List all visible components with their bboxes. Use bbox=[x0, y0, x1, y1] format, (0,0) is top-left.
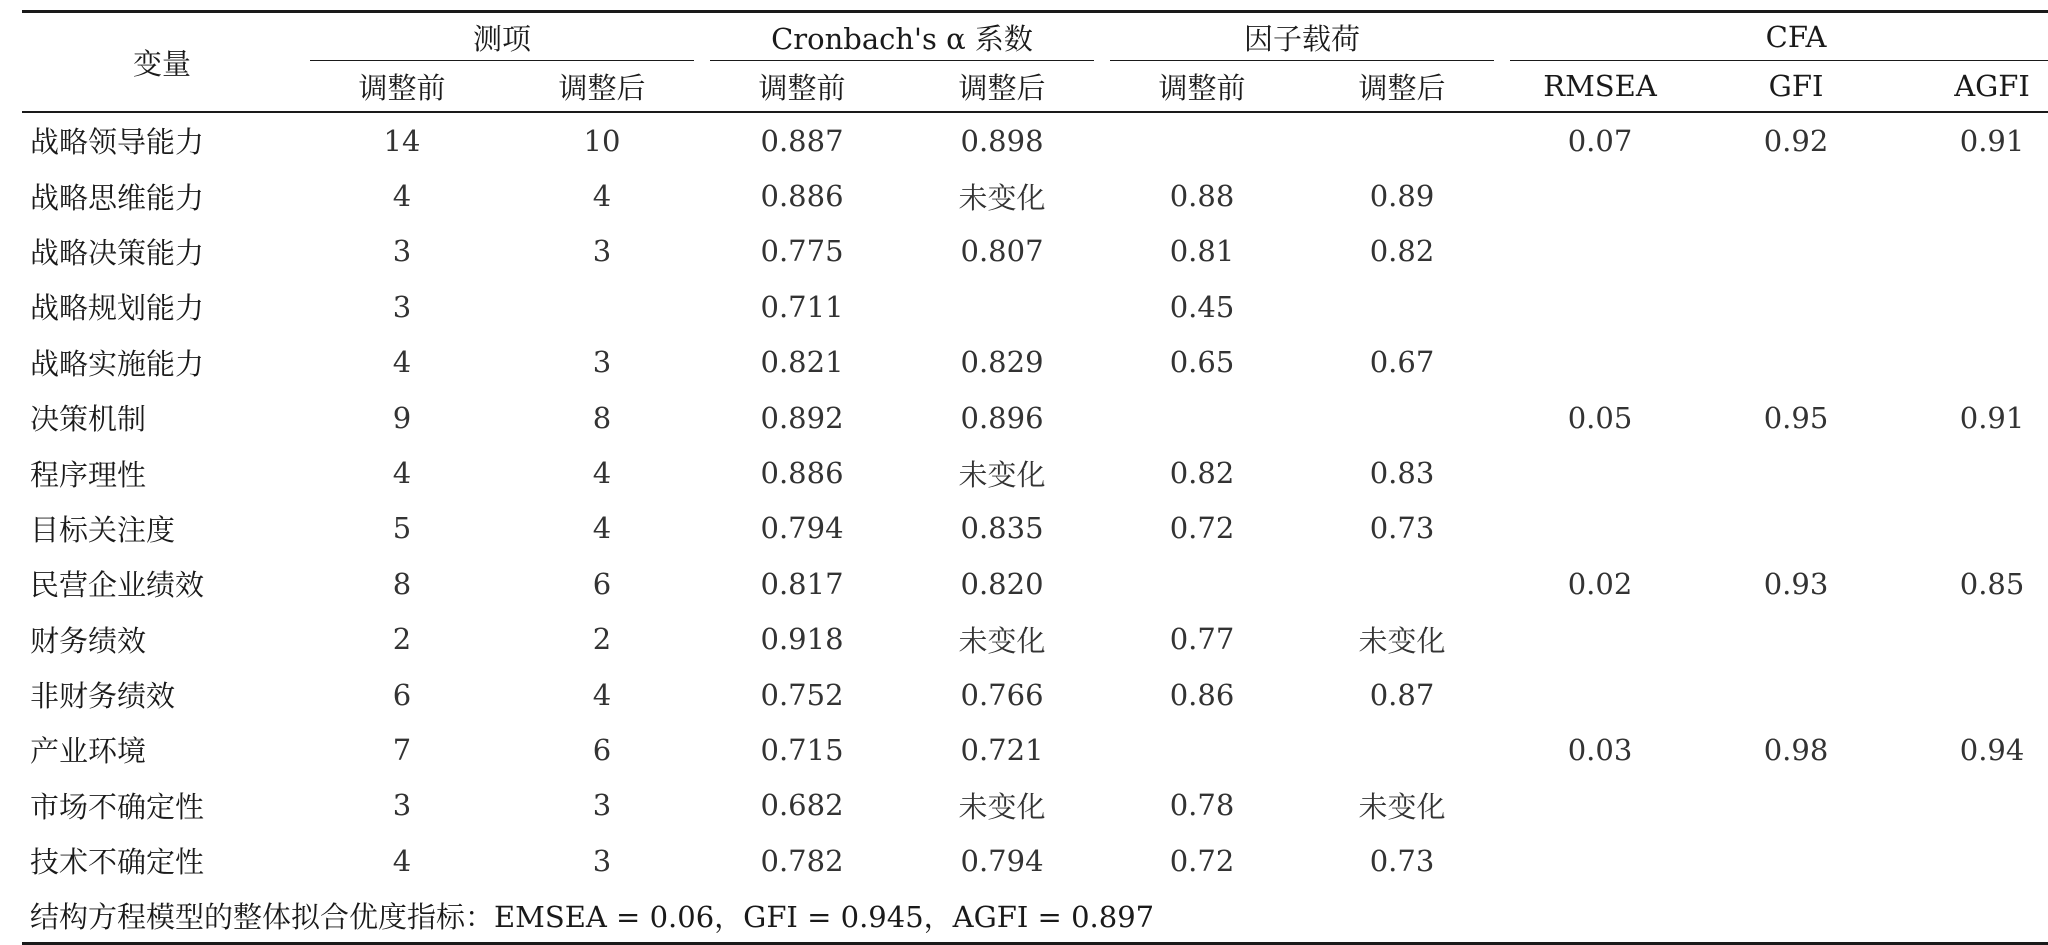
items-before-cell: 7 bbox=[392, 732, 412, 767]
items-after-cell: 6 bbox=[592, 732, 612, 767]
cronbach-group-header bbox=[702, 12, 1102, 62]
agfi-cell bbox=[1894, 224, 2048, 279]
loading-after-cell: 0.73 bbox=[1369, 511, 1435, 546]
variable-name-cell: 战略思维能力 bbox=[30, 180, 205, 215]
table-row bbox=[22, 612, 2048, 667]
gfi-cell bbox=[1698, 168, 1894, 223]
agfi-cell: 0.91 bbox=[1959, 123, 2025, 158]
variable-name-cell: 非财务绩效 bbox=[30, 679, 176, 714]
agfi-cell bbox=[1894, 335, 2048, 390]
loading-before-cell: 0.88 bbox=[1169, 179, 1235, 214]
table-row bbox=[22, 556, 2048, 611]
alpha-before-cell: 0.817 bbox=[760, 566, 844, 601]
table-row bbox=[22, 279, 2048, 334]
alpha-after-cell: 0.766 bbox=[960, 677, 1044, 712]
alpha-after-cell: 0.794 bbox=[960, 843, 1044, 878]
gfi-cell bbox=[1698, 335, 1894, 390]
reliability-validity-table bbox=[22, 10, 2048, 945]
items-after-header: 调整后 bbox=[502, 61, 702, 112]
alpha-after-cell: 0.896 bbox=[960, 400, 1044, 435]
rmsea-cell bbox=[1502, 445, 1698, 500]
header-row-groups bbox=[22, 12, 2048, 62]
gfi-cell bbox=[1698, 224, 1894, 279]
alpha-after-cell: 0.829 bbox=[960, 345, 1044, 380]
variable-name-cell: 技术不确定性 bbox=[30, 845, 205, 880]
items-before-cell: 14 bbox=[383, 123, 421, 158]
loading-after-cell: 0.83 bbox=[1369, 456, 1435, 491]
items-before-header: 调整前 bbox=[302, 61, 502, 112]
loading-before-cell: 0.77 bbox=[1169, 622, 1235, 657]
variable-name-cell: 目标关注度 bbox=[30, 512, 176, 547]
alpha-before-cell: 0.752 bbox=[760, 677, 844, 712]
loading-group-rule bbox=[1110, 60, 1494, 61]
loading-before-cell: 0.82 bbox=[1169, 456, 1235, 491]
loading-before-cell: 0.78 bbox=[1169, 788, 1235, 823]
variable-name-cell: 程序理性 bbox=[30, 457, 147, 492]
items-after-cell: 2 bbox=[592, 622, 612, 657]
items-before-cell: 2 bbox=[392, 622, 412, 657]
loading-after-cell: 0.89 bbox=[1369, 179, 1435, 214]
rmsea-cell bbox=[1502, 833, 1698, 888]
rmsea-cell bbox=[1502, 168, 1698, 223]
rmsea-cell bbox=[1502, 501, 1698, 556]
agfi-header: AGFI bbox=[1894, 61, 2048, 112]
loading-after-cell: 0.87 bbox=[1369, 677, 1435, 712]
rmsea-cell: 0.05 bbox=[1567, 400, 1633, 435]
agfi-cell bbox=[1894, 667, 2048, 722]
items-after-cell: 10 bbox=[583, 123, 621, 158]
agfi-cell bbox=[1894, 279, 2048, 334]
alpha-after-cell: 0.835 bbox=[960, 511, 1044, 546]
gfi-cell bbox=[1698, 445, 1894, 500]
agfi-cell: 0.85 bbox=[1959, 566, 2025, 601]
loading-after-cell: 0.73 bbox=[1369, 843, 1435, 878]
items-before-cell: 6 bbox=[392, 677, 412, 712]
table-row bbox=[22, 722, 2048, 777]
alpha-before-cell: 0.886 bbox=[760, 456, 844, 491]
loading-after-cell: 0.82 bbox=[1369, 234, 1435, 269]
cfa-group-rule bbox=[1510, 60, 2048, 61]
alpha-after-cell: 0.898 bbox=[960, 123, 1044, 158]
gfi-cell bbox=[1698, 612, 1894, 667]
loading-before-cell: 0.72 bbox=[1169, 511, 1235, 546]
rmsea-cell: 0.02 bbox=[1567, 566, 1633, 601]
rmsea-cell bbox=[1502, 778, 1698, 833]
items-after-cell: 3 bbox=[592, 234, 612, 269]
alpha-before-cell: 0.892 bbox=[760, 400, 844, 435]
alpha-before-cell: 0.918 bbox=[760, 622, 844, 657]
variable-name-cell: 战略实施能力 bbox=[30, 346, 205, 381]
cronbach-group-rule bbox=[710, 60, 1094, 61]
cfa-group-label: CFA bbox=[1765, 20, 1827, 54]
alpha-after-cell bbox=[902, 279, 1102, 334]
table-row bbox=[22, 224, 2048, 279]
table-row bbox=[22, 168, 2048, 223]
loading-after-cell: 未变化 bbox=[1358, 623, 1446, 658]
variable-name-cell: 决策机制 bbox=[30, 402, 147, 437]
agfi-cell bbox=[1894, 612, 2048, 667]
table-body bbox=[22, 112, 2048, 888]
gfi-cell bbox=[1698, 833, 1894, 888]
items-group-rule bbox=[310, 60, 694, 61]
loading-after-cell bbox=[1302, 722, 1502, 777]
items-before-cell: 8 bbox=[392, 566, 412, 601]
alpha-before-cell: 0.682 bbox=[760, 788, 844, 823]
alpha-after-cell: 0.807 bbox=[960, 234, 1044, 269]
agfi-cell bbox=[1894, 445, 2048, 500]
rmsea-cell bbox=[1502, 612, 1698, 667]
loading-before-cell: 0.45 bbox=[1169, 289, 1235, 324]
alpha-after-header: 调整后 bbox=[902, 61, 1102, 112]
table-row bbox=[22, 667, 2048, 722]
alpha-after-cell: 未变化 bbox=[958, 623, 1046, 658]
variable-name-cell: 战略决策能力 bbox=[30, 235, 205, 270]
items-before-cell: 4 bbox=[392, 179, 412, 214]
items-after-cell: 4 bbox=[592, 677, 612, 712]
items-before-cell: 4 bbox=[392, 456, 412, 491]
alpha-before-cell: 0.775 bbox=[760, 234, 844, 269]
variable-name-cell: 产业环境 bbox=[30, 734, 147, 769]
items-after-cell bbox=[502, 279, 702, 334]
table-row bbox=[22, 112, 2048, 168]
rmsea-cell: 0.03 bbox=[1567, 732, 1633, 767]
items-after-cell: 3 bbox=[592, 345, 612, 380]
loading-before-cell: 0.81 bbox=[1169, 234, 1235, 269]
variable-name-cell: 战略规划能力 bbox=[30, 291, 205, 326]
rmsea-cell bbox=[1502, 667, 1698, 722]
items-before-cell: 4 bbox=[392, 843, 412, 878]
agfi-cell: 0.94 bbox=[1959, 732, 2025, 767]
table-row bbox=[22, 501, 2048, 556]
loading-before-cell bbox=[1102, 722, 1302, 777]
loading-after-cell bbox=[1302, 556, 1502, 611]
gfi-cell: 0.95 bbox=[1763, 400, 1829, 435]
footnote: 结构方程模型的整体拟合优度指标：EMSEA = 0.06，GFI = 0.945，AGFI = 0.897 bbox=[22, 888, 2048, 944]
alpha-after-cell: 0.721 bbox=[960, 732, 1044, 767]
loading-before-cell: 0.86 bbox=[1169, 677, 1235, 712]
rmsea-cell bbox=[1502, 279, 1698, 334]
loading-before-cell: 0.65 bbox=[1169, 345, 1235, 380]
alpha-before-cell: 0.715 bbox=[760, 732, 844, 767]
loading-before-cell bbox=[1102, 556, 1302, 611]
header-row-sub bbox=[22, 61, 2048, 112]
loading-before-cell bbox=[1102, 112, 1302, 168]
items-after-cell: 4 bbox=[592, 456, 612, 491]
loading-after-cell bbox=[1302, 279, 1502, 334]
items-before-cell: 9 bbox=[392, 400, 412, 435]
items-before-cell: 3 bbox=[392, 289, 412, 324]
agfi-cell bbox=[1894, 833, 2048, 888]
alpha-before-cell: 0.782 bbox=[760, 843, 844, 878]
agfi-cell bbox=[1894, 501, 2048, 556]
gfi-cell bbox=[1698, 279, 1894, 334]
items-after-cell: 3 bbox=[592, 788, 612, 823]
table-row bbox=[22, 778, 2048, 833]
cronbach-group-label: Cronbach's α 系数 bbox=[771, 21, 1033, 56]
items-after-cell: 6 bbox=[592, 566, 612, 601]
items-group-label: 测项 bbox=[473, 21, 532, 56]
loading-after-header: 调整后 bbox=[1302, 61, 1502, 112]
items-after-cell: 4 bbox=[592, 511, 612, 546]
rmsea-cell bbox=[1502, 335, 1698, 390]
alpha-before-cell: 0.887 bbox=[760, 123, 844, 158]
alpha-after-cell: 未变化 bbox=[958, 180, 1046, 215]
rmsea-header: RMSEA bbox=[1502, 61, 1698, 112]
table-row bbox=[22, 445, 2048, 500]
loading-before-cell: 0.72 bbox=[1169, 843, 1235, 878]
rmsea-cell: 0.07 bbox=[1567, 123, 1633, 158]
loading-after-cell: 0.67 bbox=[1369, 345, 1435, 380]
variable-name-cell: 财务绩效 bbox=[30, 623, 147, 658]
alpha-before-cell: 0.794 bbox=[760, 511, 844, 546]
gfi-cell: 0.98 bbox=[1763, 732, 1829, 767]
loading-after-cell bbox=[1302, 112, 1502, 168]
alpha-before-header: 调整前 bbox=[702, 61, 902, 112]
items-before-cell: 3 bbox=[392, 788, 412, 823]
loading-before-cell bbox=[1102, 390, 1302, 445]
items-after-cell: 8 bbox=[592, 400, 612, 435]
cfa-group-header bbox=[1502, 12, 2048, 62]
loading-group-header bbox=[1102, 12, 1502, 62]
loading-after-cell bbox=[1302, 390, 1502, 445]
table-row bbox=[22, 833, 2048, 888]
variable-name-cell: 市场不确定性 bbox=[30, 789, 205, 824]
items-after-cell: 4 bbox=[592, 179, 612, 214]
agfi-cell bbox=[1894, 168, 2048, 223]
alpha-after-cell: 未变化 bbox=[958, 789, 1046, 824]
gfi-header: GFI bbox=[1698, 61, 1894, 112]
loading-after-cell: 未变化 bbox=[1358, 789, 1446, 824]
variable-header: 变量 bbox=[22, 12, 302, 113]
alpha-after-cell: 0.820 bbox=[960, 566, 1044, 601]
items-after-cell: 3 bbox=[592, 843, 612, 878]
gfi-cell bbox=[1698, 501, 1894, 556]
items-before-cell: 4 bbox=[392, 345, 412, 380]
gfi-cell: 0.93 bbox=[1763, 566, 1829, 601]
rmsea-cell bbox=[1502, 224, 1698, 279]
loading-before-header: 调整前 bbox=[1102, 61, 1302, 112]
agfi-cell bbox=[1894, 778, 2048, 833]
agfi-cell: 0.91 bbox=[1959, 400, 2025, 435]
alpha-before-cell: 0.821 bbox=[760, 345, 844, 380]
variable-name-cell: 民营企业绩效 bbox=[30, 568, 205, 603]
items-before-cell: 3 bbox=[392, 234, 412, 269]
footnote-row bbox=[22, 888, 2048, 944]
gfi-cell: 0.92 bbox=[1763, 123, 1829, 158]
alpha-before-cell: 0.711 bbox=[760, 289, 844, 324]
table-row bbox=[22, 390, 2048, 445]
alpha-before-cell: 0.886 bbox=[760, 179, 844, 214]
items-before-cell: 5 bbox=[392, 511, 412, 546]
gfi-cell bbox=[1698, 667, 1894, 722]
gfi-cell bbox=[1698, 778, 1894, 833]
variable-name-cell: 战略领导能力 bbox=[30, 125, 205, 160]
items-group-header bbox=[302, 12, 702, 62]
alpha-after-cell: 未变化 bbox=[958, 457, 1046, 492]
loading-group-label: 因子载荷 bbox=[1244, 21, 1361, 56]
table-row bbox=[22, 335, 2048, 390]
